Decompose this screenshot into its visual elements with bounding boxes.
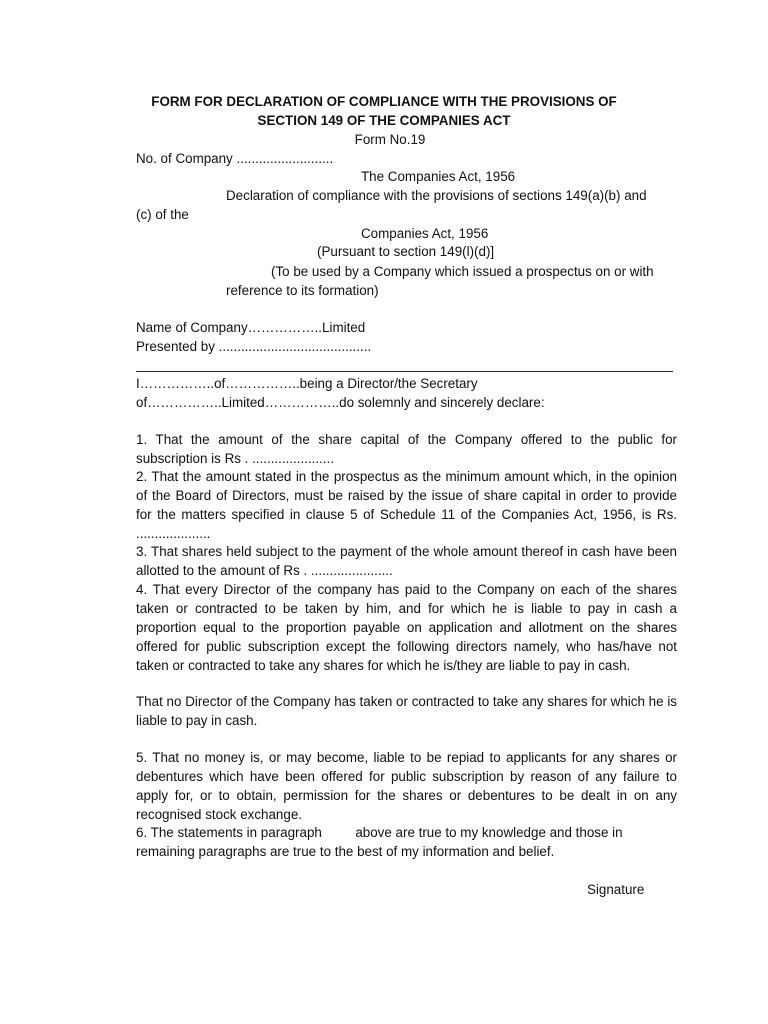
paragraph-2: 2. That the amount stated in the prospectus as the minimum amount which, in the opinion of the Board of Directors, must be raised by the issue of share capital in order to provide for the matters specified in clause 5 of Schedule 11 of the Companies Act, 1956, is Rs. ....................	[136, 469, 677, 541]
paragraph-3: 3. That shares held subject to the payment of the whole amount thereof in cash have been allotted to the amount of Rs . ......................	[136, 544, 677, 578]
paragraph-6-line-2: remaining paragraphs are true to the best of my information and belief.	[136, 844, 555, 859]
paragraph-5: 5. That no money is, or may become, liable to be repiad to applicants for any shares or debentures which have been offered for public subscription by reason of any failure to apply for, or to obtain, permission for the shares or debentures to be dealt in on any recognised stock exchange.	[136, 750, 677, 822]
form-title-line-1: FORM FOR DECLARATION OF COMPLIANCE WITH THE PROVISIONS OF	[151, 94, 617, 109]
declarant-line-1: I……………..of……………..being a Director/the Secretary	[136, 376, 478, 391]
usage-note-line-1: (To be used by a Company which issued a prospectus on or with	[271, 264, 654, 279]
paragraph-6-line-1: 6. The statements in paragraph above are true to my knowledge and those in	[136, 825, 623, 840]
presented-by-field: Presented by .........................................	[136, 339, 372, 354]
form-number: Form No.19	[354, 132, 426, 147]
company-number-field: No. of Company ..........................	[136, 151, 334, 166]
declaration-heading-line-3: Companies Act, 1956	[361, 226, 489, 241]
name-of-company-field: Name of Company……………..Limited	[136, 320, 366, 335]
declaration-heading-line-1: Declaration of compliance with the provisions of sections 149(a)(b) and	[226, 188, 647, 203]
paragraph-1: 1. That the amount of the share capital of the Company offered to the public for subscription is Rs . ......................	[136, 432, 677, 466]
paragraph-no-director: That no Director of the Company has taken or contracted to take any shares for which he is liable to pay in cash.	[136, 694, 677, 728]
pursuant-note: (Pursuant to section 149(l)(d)]	[317, 244, 495, 259]
horizontal-divider	[136, 371, 673, 372]
paragraph-4: 4. That every Director of the company has paid to the Company on each of the shares taken or contracted to be taken by him, and for which he is liable to pay in cash a proportion equal to the proportion payable on application and allotment on the shares offered for public subscription except the following directors namely, who has/have not taken or contracted to take any shares for which he is/they are liable to pay in cash.	[136, 582, 677, 673]
declarant-line-2: of……………..Limited……………..do solemnly and sincerely declare:	[136, 395, 545, 410]
declaration-heading-line-2: (c) of the	[136, 207, 189, 222]
signature-label: Signature	[587, 882, 645, 897]
act-title: The Companies Act, 1956	[361, 169, 516, 184]
form-title-line-2: SECTION 149 OF THE COMPANIES ACT	[257, 113, 511, 128]
usage-note-line-2: reference to its formation)	[226, 283, 379, 298]
